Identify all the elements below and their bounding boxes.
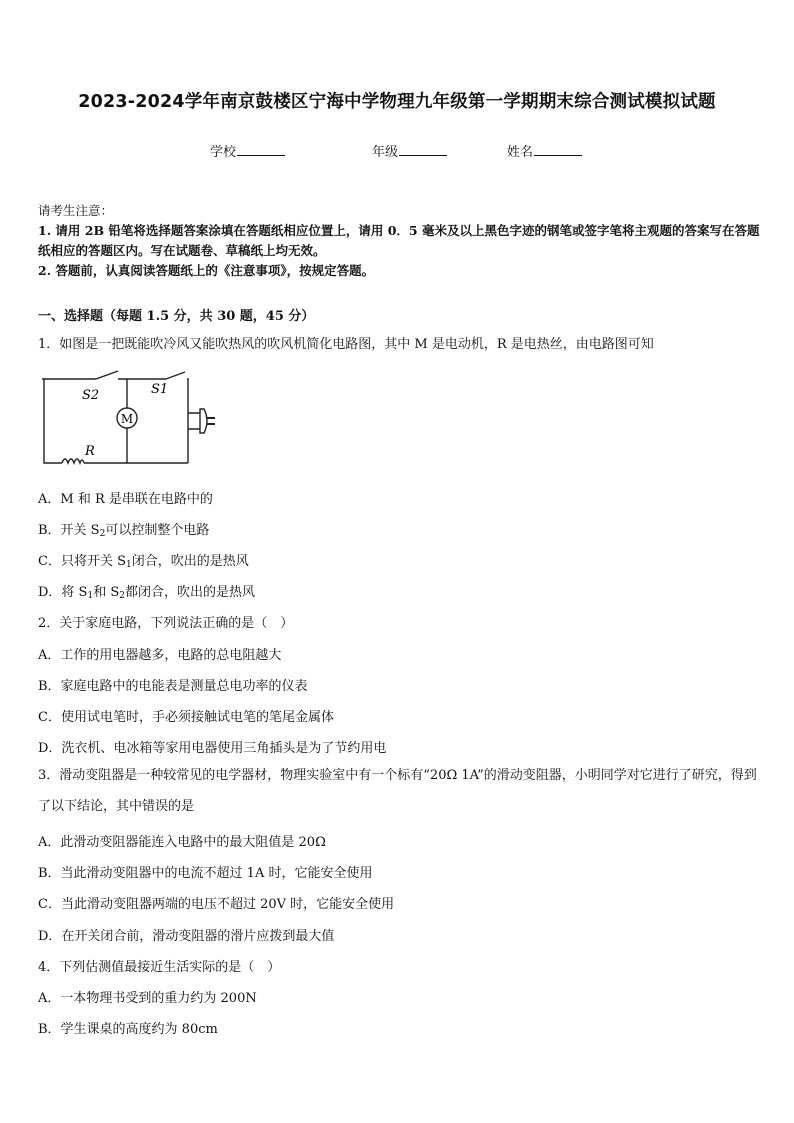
q1-c-text: C．只将开关 S [38,554,126,569]
resistor-label: R [85,444,95,459]
notice-heading: 请考生注意： [38,203,114,218]
q4-option-b: B．学生课桌的高度约为 80cm [38,1022,218,1037]
name-label: 姓名 [507,145,534,160]
grade-field[interactable] [372,141,447,160]
q1-option-c [38,550,249,570]
q2-option-c: C．使用试电笔时，手必须接触试电笔的笔尾金属体 [38,710,334,725]
section-heading: 一、选择题（每题 1.5 分，共 30 题，45 分） [38,309,315,324]
school-label: 学校 [210,145,237,160]
plug-pin-1 [207,417,215,419]
grade-label: 年级 [372,145,399,160]
switch-s2-label: S2 [82,388,100,403]
q1-d-subscript-1: 1 [87,591,94,601]
name-blank[interactable] [534,143,582,156]
q1-d-text-end: 都闭合，吹出的是热风 [124,585,255,600]
name-field[interactable] [507,141,582,160]
q2-option-a: A．工作的用电器越多，电路的总电阻越大 [38,648,282,663]
q1-option-b [38,519,209,539]
motor-label: M [120,412,134,426]
candidate-notice [38,201,760,281]
q3-option-c: C．当此滑动变阻器两端的电压不超过 20V 时，它能安全使用 [38,897,395,912]
hair-dryer-circuit-diagram [38,367,223,475]
q1-option-a: A．M 和 R 是串联在电路中的 [38,492,213,507]
q3-option-b: B．当此滑动变阻器中的电流不超过 1A 时，它能安全使用 [38,866,373,881]
switch-s2-blade [96,371,118,379]
q2-option-d: D．洗衣机、电冰箱等家用电器使用三角插头是为了节约用电 [38,741,387,756]
q2-option-b: B．家庭电路中的电能表是测量总电功率的仪表 [38,679,308,694]
q1-d-text-mid: 和 S [93,585,120,600]
q3-option-a: A．此滑动变阻器能连入电路中的最大阻值是 20Ω [38,835,326,850]
q1-d-text: D．将 S [38,585,88,600]
right-wire [187,379,188,463]
q1-b-text: B．开关 S [38,523,100,538]
q2-stem: 2．关于家庭电路，下列说法正确的是（ ） [38,616,294,631]
q4-stem: 4．下列估测值最接近生活实际的是（ ） [38,960,281,975]
exam-title: 2023-2024学年南京鼓楼区宁海中学物理九年级第一学期期末综合测试模拟试题 [78,92,716,112]
notice-item-2: 2. 答题前，认真阅读答题纸上的《注意事项》，按规定答题。 [38,263,375,278]
q1-c-text-end: 闭合，吹出的是热风 [131,554,249,569]
q3-option-d: D．在开关闭合前，滑动变阻器的滑片应拨到最大值 [38,929,335,944]
notice-item-1: 1. 请用 2B 铅笔将选择题答案涂填在答题纸相应位置上，请用 0．5 毫米及以上黑色字迹的钢笔或签字笔将主观题的答案写在答题纸相应的答题区内。写在试题卷、草稿纸上均无效。 [38,223,760,258]
q1-b-subscript: 2 [99,529,106,539]
q1-d-subscript-2: 2 [119,591,125,601]
q3-stem: 3．滑动变阻器是一种较常见的电学器材，物理实验室中有一个标有“20Ω 1A”的滑动变阻器，小明同学对它进行了研究，得到了以下结论，其中错误的是 [38,768,757,814]
school-blank[interactable] [237,143,285,156]
q1-stem: 1．如图是一把既能吹冷风又能吹热风的吹风机简化电路图，其中 M 是电动机，R 是电热丝，由电路图可知 [38,337,654,352]
plug-body [200,409,207,433]
q4-option-a: A．一本物理书受到的重力约为 200N [38,991,257,1006]
q1-c-subscript: 1 [126,560,132,570]
q1-b-text-end: 可以控制整个电路 [105,523,210,538]
plug-pin-2 [207,423,215,425]
switch-s1-blade [166,372,185,379]
grade-blank[interactable] [399,143,447,156]
heating-coil [62,459,84,463]
q1-option-d [38,581,255,601]
school-field[interactable] [210,141,285,160]
switch-s1-label: S1 [151,382,169,397]
left-wire [44,379,62,463]
plug-leads [188,413,200,429]
